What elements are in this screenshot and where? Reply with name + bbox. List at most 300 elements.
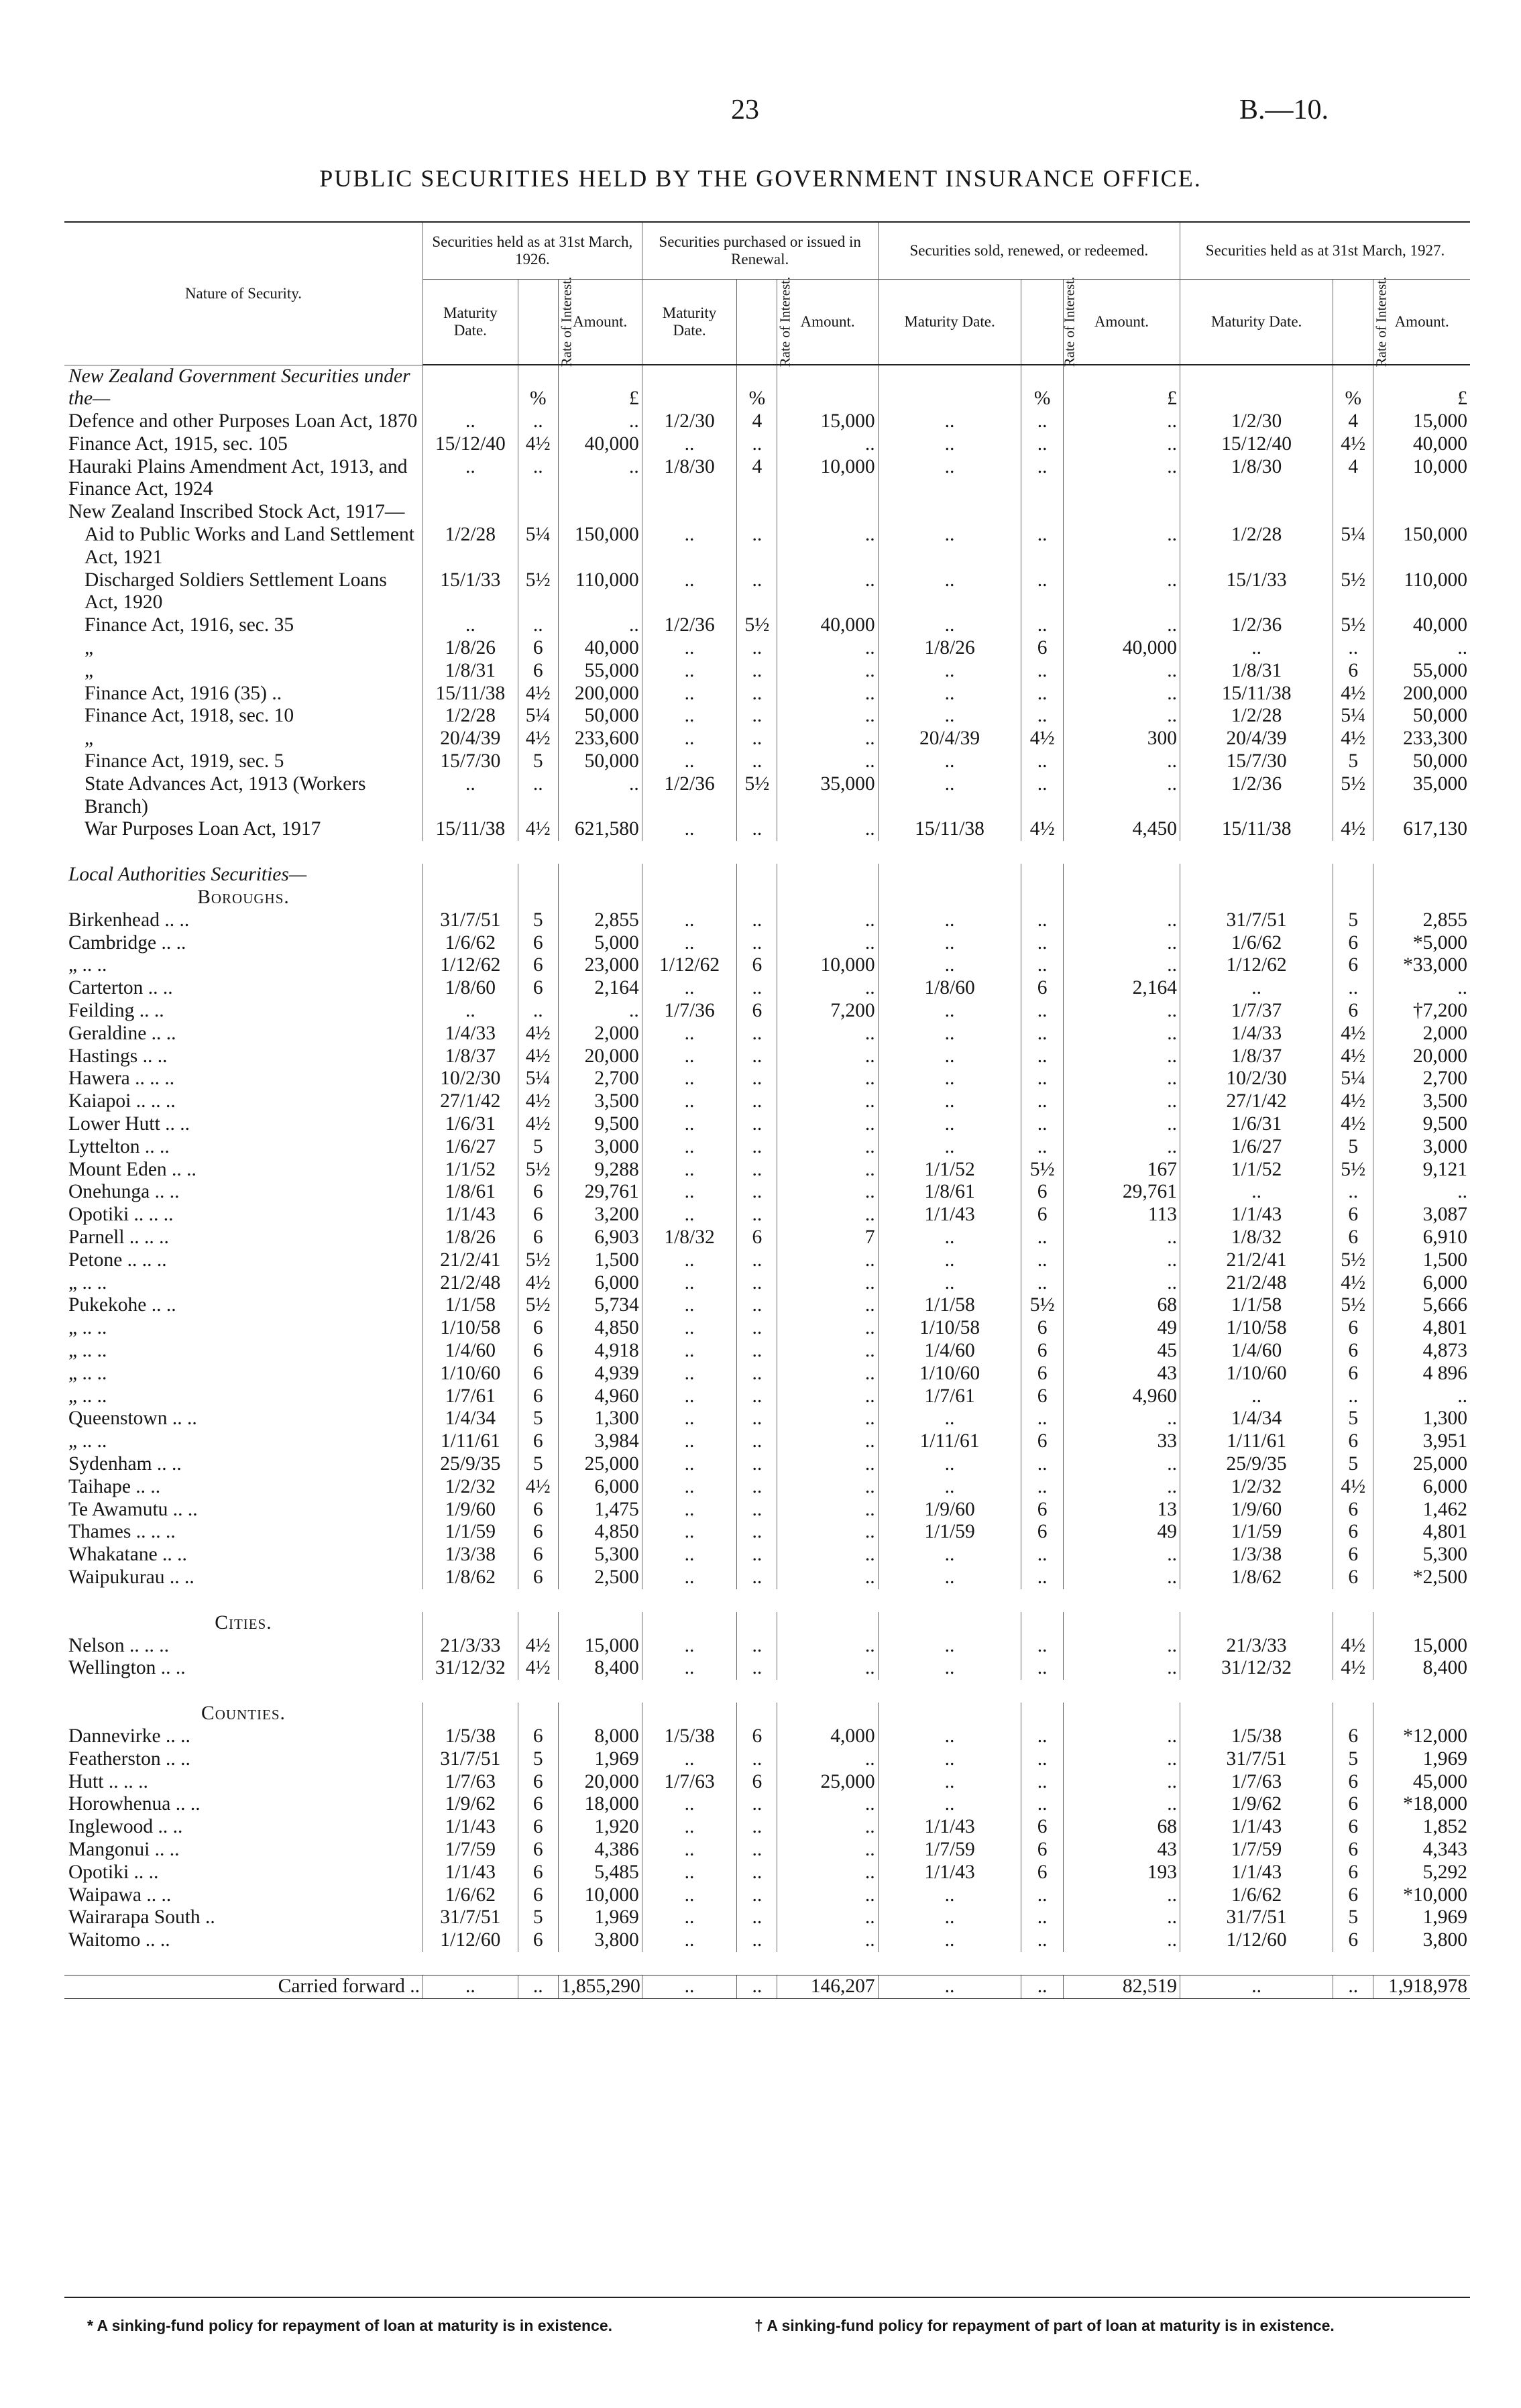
held-1926-maturity-date: 25/9/35 xyxy=(422,1453,518,1476)
held-1926-amount: 233,600 xyxy=(558,728,642,750)
security-name: „ xyxy=(84,728,94,750)
sold-maturity-date: 1/1/59 xyxy=(878,1521,1021,1544)
held-1926-maturity-date: .. xyxy=(422,1975,518,1998)
sold-maturity-date: .. xyxy=(878,1023,1021,1045)
sold-maturity-date: .. xyxy=(878,433,1021,456)
unit-pound xyxy=(777,365,878,410)
table-row xyxy=(64,569,1470,615)
held-1927-rate: 6 xyxy=(1333,1839,1373,1861)
held-1927-amount: 3,087 xyxy=(1373,1204,1470,1226)
table-row xyxy=(64,1159,1470,1182)
security-name: Mount Eden .. .. xyxy=(68,1158,196,1180)
held-1926-rate: 6 xyxy=(518,1317,558,1340)
sold-maturity-date: .. xyxy=(878,1226,1021,1249)
purchased-rate: 6 xyxy=(737,1771,777,1794)
held-1926-maturity-date: 1/1/43 xyxy=(422,1816,518,1839)
held-1926-rate: 4½ xyxy=(518,1272,558,1295)
held-1927-maturity-date: 31/12/32 xyxy=(1180,1657,1333,1680)
empty-cell xyxy=(1373,501,1470,524)
purchased-maturity-date: .. xyxy=(642,1975,737,1998)
held-1927-rate: 6 xyxy=(1333,1363,1373,1385)
security-name: Boroughs. xyxy=(197,886,290,909)
held-1926-rate: 6 xyxy=(518,977,558,1000)
table-row xyxy=(64,1521,1470,1544)
held-1926-maturity-date: 1/1/58 xyxy=(422,1294,518,1317)
held-1927-maturity-date: 1/1/59 xyxy=(1180,1521,1333,1544)
sold-rate: 5½ xyxy=(1021,1159,1063,1182)
sold-maturity-date: .. xyxy=(878,1566,1021,1589)
purchased-amount: .. xyxy=(777,1045,878,1068)
held-1927-rate: 4 xyxy=(1333,456,1373,502)
sold-amount: .. xyxy=(1063,614,1180,637)
purchased-amount: 10,000 xyxy=(777,954,878,977)
unit-pound: £ xyxy=(1063,365,1180,410)
purchased-amount: 10,000 xyxy=(777,456,878,502)
unit-pound: £ xyxy=(558,365,642,410)
held-1927-amount: 5,666 xyxy=(1373,1294,1470,1317)
held-1927-rate: 6 xyxy=(1333,932,1373,955)
held-1926-amount: 1,969 xyxy=(558,1748,642,1771)
sold-rate: .. xyxy=(1021,1272,1063,1295)
held-1926-maturity-date: 1/3/38 xyxy=(422,1544,518,1566)
purchased-maturity-date: .. xyxy=(642,1476,737,1499)
purchased-maturity-date: .. xyxy=(642,1181,737,1204)
purchased-amount: 146,207 xyxy=(777,1975,878,1998)
purchased-rate: .. xyxy=(737,1748,777,1771)
header-rate-of-interest xyxy=(737,276,793,367)
held-1927-amount: .. xyxy=(1373,1181,1470,1204)
purchased-maturity-date: .. xyxy=(642,728,737,750)
spacer-row xyxy=(64,1589,1470,1612)
purchased-rate: .. xyxy=(737,1635,777,1658)
purchased-rate: .. xyxy=(737,1363,777,1385)
sold-amount: .. xyxy=(1063,1476,1180,1499)
security-name: Discharged Soldiers Settlement Loans Act, 1920 xyxy=(84,569,387,614)
securities-table xyxy=(64,221,1470,1999)
held-1926-maturity-date: 1/9/62 xyxy=(422,1793,518,1816)
table-row xyxy=(64,1793,1470,1816)
held-1926-rate: 4½ xyxy=(518,1023,558,1045)
footnote-partial-sinking-fund: † A sinking-fund policy for repayment of part of loan at maturity is in existence. xyxy=(754,2317,1335,2334)
held-1926-amount: 1,920 xyxy=(558,1816,642,1839)
purchased-amount: .. xyxy=(777,1635,878,1658)
sold-maturity-date: .. xyxy=(878,1045,1021,1068)
security-name: Cities. xyxy=(215,1611,272,1633)
purchased-amount: .. xyxy=(777,1884,878,1907)
sold-amount: .. xyxy=(1063,1566,1180,1589)
security-name: „ .. .. xyxy=(68,1385,107,1407)
sold-amount: 43 xyxy=(1063,1839,1180,1861)
held-1927-rate: 5¼ xyxy=(1333,524,1373,569)
held-1926-maturity-date: 31/7/51 xyxy=(422,1748,518,1771)
security-name: Finance Act, 1918, sec. 10 xyxy=(84,705,294,727)
sold-rate: .. xyxy=(1021,1226,1063,1249)
sold-amount: .. xyxy=(1063,1113,1180,1136)
sold-rate: .. xyxy=(1021,1045,1063,1068)
held-1927-amount: *2,500 xyxy=(1373,1566,1470,1589)
empty-cell xyxy=(558,864,642,886)
sold-rate: .. xyxy=(1021,1793,1063,1816)
table-row xyxy=(64,1566,1470,1589)
purchased-amount: .. xyxy=(777,728,878,750)
sold-rate: .. xyxy=(1021,1068,1063,1090)
held-1927-rate: 6 xyxy=(1333,1544,1373,1566)
purchased-amount: .. xyxy=(777,1839,878,1861)
purchased-maturity-date: .. xyxy=(642,909,737,932)
empty-cell xyxy=(878,864,1021,886)
held-1926-rate: .. xyxy=(518,1000,558,1023)
table-row xyxy=(64,1249,1470,1272)
purchased-amount: .. xyxy=(777,1090,878,1113)
header-maturity-date: Maturity Date. xyxy=(1180,280,1333,365)
held-1926-amount: 29,761 xyxy=(558,1181,642,1204)
purchased-maturity-date: 1/2/36 xyxy=(642,614,737,637)
sold-amount: .. xyxy=(1063,1408,1180,1430)
empty-cell xyxy=(1180,1612,1333,1635)
held-1926-maturity-date: 1/4/33 xyxy=(422,1023,518,1045)
sold-rate: .. xyxy=(1021,705,1063,728)
held-1926-rate: 5 xyxy=(518,1453,558,1476)
held-1926-rate: 4½ xyxy=(518,1045,558,1068)
purchased-amount: 35,000 xyxy=(777,773,878,819)
held-1927-rate: 6 xyxy=(1333,1340,1373,1363)
held-1926-amount: 5,734 xyxy=(558,1294,642,1317)
sold-rate: 6 xyxy=(1021,637,1063,660)
sold-amount: .. xyxy=(1063,705,1180,728)
security-name: Local Authorities Securities— xyxy=(68,864,307,886)
sold-amount: .. xyxy=(1063,1045,1180,1068)
held-1927-maturity-date: 1/2/28 xyxy=(1180,705,1333,728)
purchased-rate: .. xyxy=(737,1499,777,1522)
held-1926-maturity-date: 15/11/38 xyxy=(422,683,518,705)
purchased-rate: .. xyxy=(737,1023,777,1045)
held-1927-amount: 110,000 xyxy=(1373,569,1470,615)
purchased-maturity-date: .. xyxy=(642,1884,737,1907)
empty-cell xyxy=(1021,1703,1063,1725)
held-1926-amount: 18,000 xyxy=(558,1793,642,1816)
table-row xyxy=(64,954,1470,977)
sold-maturity-date: .. xyxy=(878,614,1021,637)
purchased-rate: .. xyxy=(737,1839,777,1861)
sold-maturity-date: .. xyxy=(878,660,1021,683)
purchased-maturity-date: 1/7/36 xyxy=(642,1000,737,1023)
held-1926-maturity-date: 1/10/58 xyxy=(422,1317,518,1340)
held-1927-maturity-date: 27/1/42 xyxy=(1180,1090,1333,1113)
purchased-maturity-date: .. xyxy=(642,1340,737,1363)
header-rate-of-interest xyxy=(518,276,575,367)
held-1927-maturity-date: 1/10/60 xyxy=(1180,1363,1333,1385)
section-heading-row xyxy=(64,501,1470,524)
held-1927-rate: 6 xyxy=(1333,1929,1373,1952)
held-1927-rate: 5½ xyxy=(1333,1249,1373,1272)
purchased-maturity-date: .. xyxy=(642,1294,737,1317)
sold-amount: 68 xyxy=(1063,1294,1180,1317)
sold-amount: .. xyxy=(1063,1249,1180,1272)
held-1926-maturity-date: 31/7/51 xyxy=(422,1906,518,1929)
purchased-rate: .. xyxy=(737,1657,777,1680)
sold-maturity-date: .. xyxy=(878,1272,1021,1295)
held-1927-amount: 40,000 xyxy=(1373,614,1470,637)
empty-cell xyxy=(737,1612,777,1635)
purchased-maturity-date: .. xyxy=(642,1068,737,1090)
held-1926-maturity-date: .. xyxy=(422,410,518,433)
held-1927-maturity-date: 1/1/58 xyxy=(1180,1294,1333,1317)
held-1927-rate: 4½ xyxy=(1333,683,1373,705)
sold-maturity-date: 15/11/38 xyxy=(878,818,1021,841)
held-1926-maturity-date: 15/7/30 xyxy=(422,750,518,773)
held-1926-rate: 4½ xyxy=(518,818,558,841)
held-1927-amount: 617,130 xyxy=(1373,818,1470,841)
sold-amount: .. xyxy=(1063,1068,1180,1090)
table-row xyxy=(64,1499,1470,1522)
sold-rate: .. xyxy=(1021,569,1063,615)
purchased-rate: .. xyxy=(737,1929,777,1952)
held-1927-amount: 2,700 xyxy=(1373,1068,1470,1090)
held-1927-amount: .. xyxy=(1373,637,1470,660)
held-1927-rate: 6 xyxy=(1333,1317,1373,1340)
purchased-amount: .. xyxy=(777,1340,878,1363)
purchased-maturity-date: .. xyxy=(642,433,737,456)
empty-cell xyxy=(422,1612,518,1635)
purchased-rate: 6 xyxy=(737,1000,777,1023)
purchased-rate: .. xyxy=(737,705,777,728)
held-1927-maturity-date: 1/12/60 xyxy=(1180,1929,1333,1952)
header-rate-label: Rate of Interest. xyxy=(1061,276,1078,367)
held-1927-maturity-date: .. xyxy=(1180,977,1333,1000)
header-held-1927: Securities held as at 31st March, 1927. xyxy=(1180,222,1470,280)
sold-maturity-date: .. xyxy=(878,1476,1021,1499)
sold-amount: .. xyxy=(1063,1793,1180,1816)
sold-maturity-date: .. xyxy=(878,1748,1021,1771)
held-1927-maturity-date: 1/4/60 xyxy=(1180,1340,1333,1363)
footnote-sinking-fund: * A sinking-fund policy for repayment of loan at maturity is in existence. xyxy=(87,2317,612,2334)
held-1926-rate: 6 xyxy=(518,1771,558,1794)
sold-maturity-date: .. xyxy=(878,909,1021,932)
held-1926-rate: 6 xyxy=(518,1725,558,1748)
security-name: Finance Act, 1915, sec. 105 xyxy=(68,433,288,455)
purchased-amount: .. xyxy=(777,932,878,955)
purchased-rate: .. xyxy=(737,1045,777,1068)
empty-cell xyxy=(422,864,518,886)
purchased-amount: 15,000 xyxy=(777,410,878,433)
purchased-amount: .. xyxy=(777,1159,878,1182)
sold-rate: .. xyxy=(1021,1975,1063,1998)
security-name: Queenstown .. .. xyxy=(68,1408,197,1430)
sold-amount: 300 xyxy=(1063,728,1180,750)
held-1927-maturity-date: 15/1/33 xyxy=(1180,569,1333,615)
held-1927-rate: 6 xyxy=(1333,1226,1373,1249)
held-1926-maturity-date: 21/2/48 xyxy=(422,1272,518,1295)
purchased-amount: .. xyxy=(777,1476,878,1499)
held-1927-maturity-date: .. xyxy=(1180,1181,1333,1204)
held-1927-amount: 40,000 xyxy=(1373,433,1470,456)
held-1927-maturity-date: 1/11/61 xyxy=(1180,1430,1333,1453)
held-1926-maturity-date: 1/4/60 xyxy=(422,1340,518,1363)
table-row xyxy=(64,683,1470,705)
held-1927-maturity-date: 21/2/41 xyxy=(1180,1249,1333,1272)
sold-maturity-date: 1/1/43 xyxy=(878,1816,1021,1839)
held-1926-maturity-date: 15/1/33 xyxy=(422,569,518,615)
table-row xyxy=(64,1363,1470,1385)
purchased-maturity-date: .. xyxy=(642,1272,737,1295)
purchased-rate: .. xyxy=(737,660,777,683)
sold-amount: .. xyxy=(1063,1771,1180,1794)
empty-cell xyxy=(1021,886,1063,909)
table-row xyxy=(64,456,1470,502)
held-1927-rate: 4½ xyxy=(1333,1045,1373,1068)
security-name: Cambridge .. .. xyxy=(68,931,186,954)
empty-cell xyxy=(1180,864,1333,886)
held-1926-amount: 621,580 xyxy=(558,818,642,841)
purchased-maturity-date: .. xyxy=(642,1023,737,1045)
held-1927-maturity-date: 1/4/34 xyxy=(1180,1408,1333,1430)
sold-amount: .. xyxy=(1063,1544,1180,1566)
held-1926-amount: 3,000 xyxy=(558,1136,642,1159)
purchased-amount: .. xyxy=(777,1136,878,1159)
sold-maturity-date: .. xyxy=(878,1884,1021,1907)
section-heading-row xyxy=(64,1612,1470,1635)
purchased-amount: .. xyxy=(777,1363,878,1385)
table-row xyxy=(64,1408,1470,1430)
purchased-maturity-date: .. xyxy=(642,705,737,728)
security-name: Hauraki Plains Amendment Act, 1913, and Finance Act, 1924 xyxy=(68,455,408,500)
held-1927-maturity-date: .. xyxy=(1180,637,1333,660)
sold-maturity-date: .. xyxy=(878,1453,1021,1476)
empty-cell xyxy=(642,1612,737,1635)
held-1927-maturity-date: 1/2/32 xyxy=(1180,1476,1333,1499)
held-1926-amount: 3,500 xyxy=(558,1090,642,1113)
table-row xyxy=(64,1000,1470,1023)
security-name: Onehunga .. .. xyxy=(68,1181,180,1203)
sold-maturity-date: 1/10/60 xyxy=(878,1363,1021,1385)
purchased-rate: .. xyxy=(737,1975,777,1998)
held-1926-amount: 6,903 xyxy=(558,1226,642,1249)
held-1926-rate: 5¼ xyxy=(518,524,558,569)
footnote-rule xyxy=(64,2297,1470,2298)
table-row xyxy=(64,1068,1470,1090)
empty-cell xyxy=(1333,1612,1373,1635)
held-1927-maturity-date: .. xyxy=(1180,1975,1333,1998)
table-row xyxy=(64,1453,1470,1476)
sold-rate: .. xyxy=(1021,773,1063,819)
held-1926-rate: 6 xyxy=(518,1226,558,1249)
sold-amount: .. xyxy=(1063,909,1180,932)
sold-maturity-date: .. xyxy=(878,1544,1021,1566)
empty-cell xyxy=(558,886,642,909)
sold-rate: 6 xyxy=(1021,1816,1063,1839)
purchased-rate: .. xyxy=(737,433,777,456)
sold-rate: 6 xyxy=(1021,1839,1063,1861)
table-row xyxy=(64,1884,1470,1907)
held-1926-amount: 2,855 xyxy=(558,909,642,932)
held-1926-rate: 5½ xyxy=(518,1159,558,1182)
security-name: Wairarapa South .. xyxy=(68,1906,215,1929)
security-name: Taihape .. .. xyxy=(68,1475,161,1497)
security-name: Carterton .. .. xyxy=(68,977,173,999)
purchased-amount: 7 xyxy=(777,1226,878,1249)
sold-rate: .. xyxy=(1021,1113,1063,1136)
sold-amount: .. xyxy=(1063,1635,1180,1658)
table-row xyxy=(64,1906,1470,1929)
held-1927-amount: 3,800 xyxy=(1373,1929,1470,1952)
sold-rate: .. xyxy=(1021,410,1063,433)
held-1927-rate: 4½ xyxy=(1333,818,1373,841)
header-rate-label: Rate of Interest. xyxy=(1373,276,1390,367)
sold-amount: .. xyxy=(1063,1136,1180,1159)
empty-cell xyxy=(1373,1703,1470,1725)
sold-amount: .. xyxy=(1063,1884,1180,1907)
sold-amount: .. xyxy=(1063,932,1180,955)
held-1926-maturity-date: 1/8/26 xyxy=(422,1226,518,1249)
held-1926-maturity-date: 1/1/43 xyxy=(422,1204,518,1226)
header-purchased: Securities purchased or issued in Renewal. xyxy=(642,222,878,280)
empty-cell xyxy=(777,1703,878,1725)
held-1926-maturity-date: 1/1/59 xyxy=(422,1521,518,1544)
held-1926-maturity-date: 20/4/39 xyxy=(422,728,518,750)
purchased-rate: .. xyxy=(737,1340,777,1363)
held-1927-amount: 6,000 xyxy=(1373,1476,1470,1499)
sold-rate: .. xyxy=(1021,1453,1063,1476)
empty-cell xyxy=(642,864,737,886)
section-heading-row xyxy=(64,1703,1470,1725)
purchased-amount: .. xyxy=(777,1204,878,1226)
held-1926-maturity-date: 1/12/60 xyxy=(422,1929,518,1952)
held-1926-amount: .. xyxy=(558,456,642,502)
held-1927-rate: 6 xyxy=(1333,1884,1373,1907)
held-1926-amount: 4,850 xyxy=(558,1317,642,1340)
held-1927-amount: 9,500 xyxy=(1373,1113,1470,1136)
sold-rate: 6 xyxy=(1021,1430,1063,1453)
empty-cell xyxy=(558,501,642,524)
table-row xyxy=(64,1045,1470,1068)
security-name: Feilding .. .. xyxy=(68,1000,164,1022)
held-1926-rate: 6 xyxy=(518,1363,558,1385)
held-1926-rate: 4½ xyxy=(518,1090,558,1113)
purchased-maturity-date: 1/2/30 xyxy=(642,410,737,433)
sold-maturity-date: 1/1/43 xyxy=(878,1204,1021,1226)
held-1926-amount: 50,000 xyxy=(558,705,642,728)
security-name: Parnell .. .. .. xyxy=(68,1226,169,1248)
held-1926-amount: 40,000 xyxy=(558,637,642,660)
sold-rate: .. xyxy=(1021,1748,1063,1771)
carried-forward-row xyxy=(64,1975,1470,1998)
purchased-amount: .. xyxy=(777,1068,878,1090)
held-1926-maturity-date: 1/2/28 xyxy=(422,524,518,569)
sold-rate: .. xyxy=(1021,1635,1063,1658)
sold-maturity-date: .. xyxy=(878,954,1021,977)
held-1926-rate: 5½ xyxy=(518,569,558,615)
purchased-rate: .. xyxy=(737,1861,777,1884)
held-1926-rate: 6 xyxy=(518,1884,558,1907)
held-1926-maturity-date: 1/2/32 xyxy=(422,1476,518,1499)
held-1926-rate: 5 xyxy=(518,1408,558,1430)
held-1926-maturity-date: 15/12/40 xyxy=(422,433,518,456)
held-1926-amount: 20,000 xyxy=(558,1045,642,1068)
purchased-amount: .. xyxy=(777,909,878,932)
held-1926-rate: 4½ xyxy=(518,433,558,456)
security-name: Defence and other Purposes Loan Act, 1870 xyxy=(68,410,418,433)
table-row xyxy=(64,1816,1470,1839)
security-name: „ .. .. xyxy=(68,954,107,976)
purchased-rate: .. xyxy=(737,569,777,615)
sold-rate: .. xyxy=(1021,456,1063,502)
empty-cell xyxy=(1180,886,1333,909)
held-1927-rate: 5½ xyxy=(1333,1159,1373,1182)
held-1927-rate: 5¼ xyxy=(1333,1068,1373,1090)
unit-blank xyxy=(1180,365,1333,410)
purchased-amount: .. xyxy=(777,1929,878,1952)
held-1926-rate: 4½ xyxy=(518,1635,558,1658)
